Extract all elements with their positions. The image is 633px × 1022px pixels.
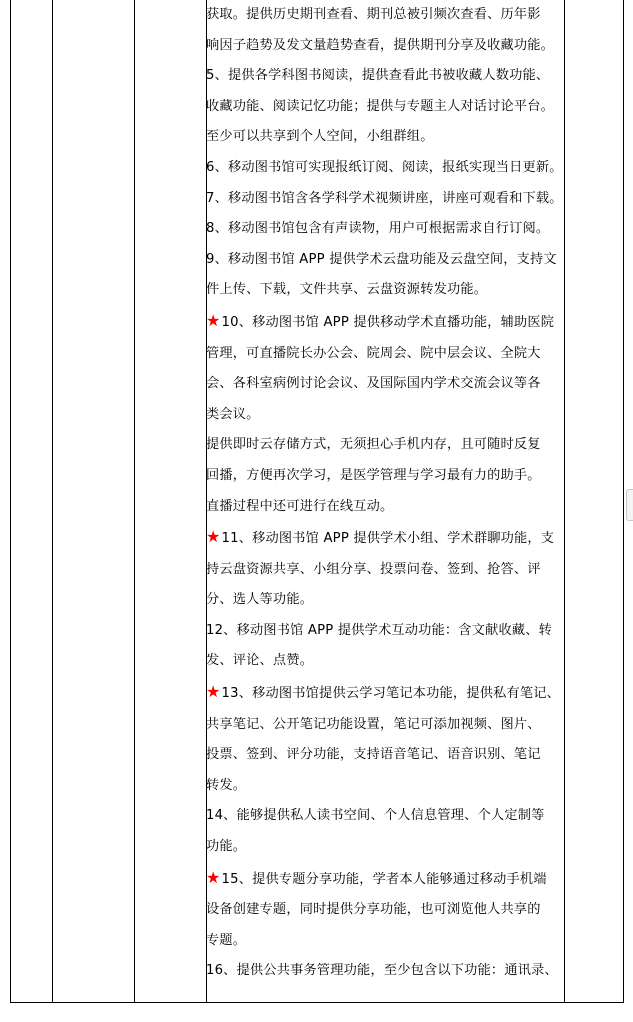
- text-line-starred: [206, 522, 564, 555]
- text-line: 7、移动图书馆含各学科学术视频讲座，讲座可观看和下载。: [206, 190, 563, 206]
- text-line-content: 13、移动图书馆提供云学习笔记本功能，提供私有笔记、: [221, 686, 561, 702]
- text-line-content: 15、提供专题分享功能，学者本人能够通过移动手机端: [221, 871, 547, 887]
- text-line: 16、提供公共事务管理功能，至少包含以下功能：通讯录、: [206, 963, 558, 979]
- text-line: 响因子趋势及发文量趋势查看，提供期刊分享及收藏功能。: [206, 37, 555, 53]
- star-icon: ★: [206, 527, 221, 547]
- text-line: 6、移动图书馆可实现报纸订阅、阅读，报纸实现当日更新。: [206, 159, 563, 175]
- text-line: 收藏功能、阅读记忆功能；提供与专题主人对话讨论平台。: [206, 98, 555, 114]
- text-line: 14、能够提供私人读书空间、个人信息管理、个人定制等: [206, 808, 545, 824]
- column-divider-4: [564, 0, 565, 1003]
- text-line-starred: [206, 863, 564, 896]
- text-line: 专题。: [206, 932, 247, 948]
- text-line: 设备创建专题，同时提供分享功能，也可浏览他人共享的: [206, 902, 541, 918]
- text-line-starred: [206, 306, 564, 339]
- text-line: 12、移动图书馆 APP 提供学术互动功能：含文献收藏、转: [206, 622, 553, 638]
- table-border-right: [623, 0, 624, 1003]
- text-line: 分、选人等功能。: [206, 592, 314, 608]
- text-line: 发、评论、点赞。: [206, 653, 314, 669]
- text-line: 回播，方便再次学习，是医学管理与学习最有力的助手。: [206, 467, 541, 483]
- text-line: 至少可以共享到个人空间，小组群组。: [206, 129, 434, 145]
- star-icon: ★: [206, 867, 221, 887]
- text-line: 类会议。: [206, 406, 260, 422]
- star-icon: ★: [206, 310, 221, 330]
- text-line: 提供即时云存储方式，无须担心手机内存，且可随时反复: [206, 437, 541, 453]
- text-line-content: 11、移动图书馆 APP 提供学术小组、学术群聊功能，支: [221, 531, 555, 547]
- text-line: 投票、签到、评分功能，支持语音笔记、语音识别、笔记: [206, 747, 541, 763]
- column-divider-1: [52, 0, 53, 1003]
- star-icon: ★: [206, 682, 221, 702]
- text-line: 获取。提供历史期刊查看、期刊总被引频次查看、历年影: [206, 7, 541, 22]
- text-line: 5、提供各学科图书阅读，提供查看此书被收藏人数功能、: [206, 68, 550, 84]
- column-divider-2: [134, 0, 135, 1003]
- text-line-content: 10、移动图书馆 APP 提供移动学术直播功能，辅助医院: [221, 314, 555, 330]
- text-line: 8、移动图书馆包含有声读物，用户可根据需求自行订阅。: [206, 221, 550, 237]
- text-line: 件上传、下载，文件共享、云盘资源转发功能。: [206, 282, 488, 298]
- text-line: 共享笔记、公开笔记功能设置，笔记可添加视频、图片、: [206, 716, 541, 732]
- text-line: 会、各科室病例讨论会议、及国际国内学术交流会议等各: [206, 376, 541, 392]
- text-line: 转发。: [206, 777, 247, 793]
- requirements-cell: [206, 0, 564, 987]
- text-line: 持云盘资源共享、小组分享、投票问卷、签到、抢答、评: [206, 561, 541, 577]
- text-line: 功能。: [206, 839, 247, 855]
- text-line: 管理，可直播院长办公会、院周会、院中层会议、全院大: [206, 345, 541, 361]
- table-border-left: [10, 0, 11, 1003]
- text-line: 9、移动图书馆 APP 提供学术云盘功能及云盘空间，支持文: [206, 251, 557, 267]
- text-line: 直播过程中还可进行在线互动。: [206, 498, 394, 514]
- text-line-starred: [206, 677, 564, 710]
- table-border-bottom: [10, 1002, 624, 1003]
- side-scroll-handle[interactable]: [626, 489, 633, 521]
